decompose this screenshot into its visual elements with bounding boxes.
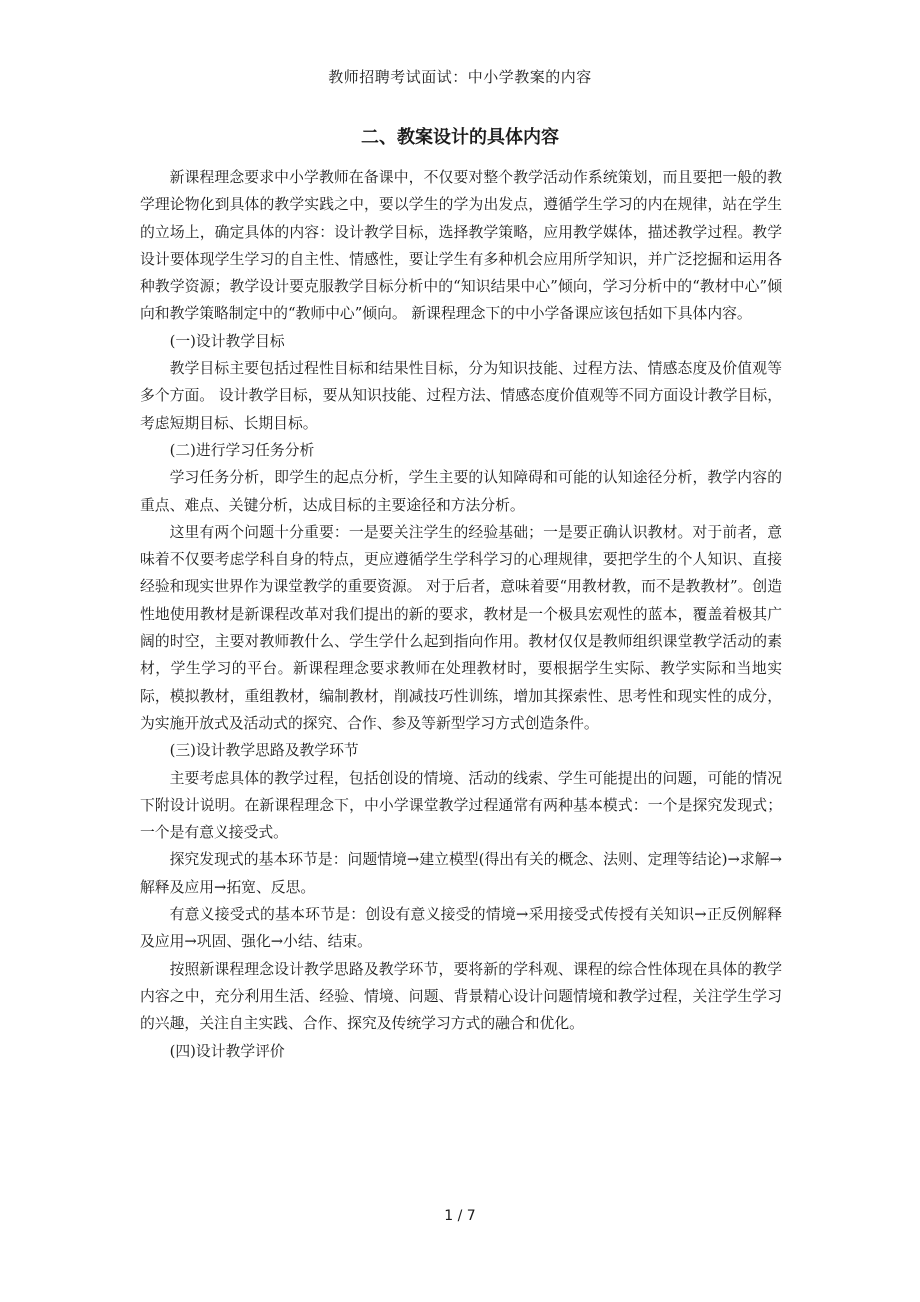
subheading-teaching-process: (三)设计教学思路及教学环节 <box>169 742 359 760</box>
paragraph-goals: 教学目标主要包括过程性目标和结果性目标，分为知识技能、过程方法、情感态度及价值观等多个方面。 设计教学目标，要从知识技能、过程方法、情感态度价值观等不同方面设计教学目标，考虑短期目标、长期目标。 <box>140 360 782 432</box>
paragraph-two-issues: 这里有两个问题十分重要：一是要关注学生的经验基础；一是要正确认识教材。对于前者，意味着不仅要考虑学科自身的特点，更应遵循学生学科学习的心理规律，要把学生的个人知识、直接经验和现实世界作为课堂教学的重要资源。 对于后者，意味着要“用教材教，而不是教教材”。创造性地使用教材是新课程改革对我们提出的新的要求，教材是一个极具宏观性的蓝本，覆盖着极其广阔的时空，主要对教师教什么、学生学什么起到指向作用。教材仅仅是教师组织课堂教学活动的素材，学生学习的平台。新课程理念要求教师在处理教材时，要根据学生实际、教学实际和当地实际，模拟教材，重组教材，编制教材，削减技巧性训练，增加其探索性、思考性和现实性的成分，为实施开放式及活动式的探究、合作、参及等新型学习方式创造条件。 <box>140 523 782 732</box>
page-header: 教师招聘考试面试：中小学教案的内容 <box>328 68 592 86</box>
section-title: 二、教案设计的具体内容 <box>361 127 559 148</box>
paragraph-reception-mode: 有意义接受式的基本环节是：创设有意义接受的情境→采用接受式传授有关知识→正反例解释及应用→巩固、强化→小结、结束。 <box>140 906 782 951</box>
paragraph-inquiry-mode: 探究发现式的基本环节是：问题情境→建立模型(得出有关的概念、法则、定理等结论)→求解→解释及应用→拓宽、反思。 <box>140 851 782 896</box>
subheading-teaching-goals: (一)设计教学目标 <box>169 332 285 350</box>
paragraph-intro: 新课程理念要求中小学教师在备课中，不仅要对整个教学活动作系统策划，而且要把一般的教学理论物化到具体的教学实践之中，要以学生的学为出发点，遵循学生学习的内在规律，站在学生的立场上，确定具体的内容：设计教学目标，选择教学策略，应用教学媒体，描述教学过程。教学设计要体现学生学习的自主性、情感性，要让学生有多种机会应用所学知识，并广泛挖掘和运用各种教学资源；教学设计要克服教学目标分析中的“知识结果中心”倾向，学习分析中的“教材中心”倾向和教学策略制定中的“教师中心”倾向。 新课程理念下的中小学备课应该包括如下具体内容。 <box>140 169 782 323</box>
paragraph-process: 主要考虑具体的教学过程，包括创设的情境、活动的线索、学生可能提出的问题，可能的情况下附设计说明。在新课程理念下，中小学课堂教学过程通常有两种基本模式：一个是探究发现式；一个是有意义接受式。 <box>140 769 782 842</box>
subheading-task-analysis: (二)进行学习任务分析 <box>169 441 315 459</box>
paragraph-task-analysis: 学习任务分析，即学生的起点分析，学生主要的认知障碍和可能的认知途径分析，教学内容的重点、难点、关键分析，达成目标的主要途径和方法分析。 <box>140 469 782 514</box>
document-body <box>140 164 782 1065</box>
page-number: 1 / 7 <box>444 1208 476 1224</box>
subheading-evaluation: (四)设计教学评价 <box>169 1042 285 1060</box>
paragraph-design-principles: 按照新课程理念设计教学思路及教学环节，要将新的学科观、课程的综合性体现在具体的教学内容之中，充分利用生活、经验、情境、问题、背景精心设计问题情境和教学过程，关注学生学习的兴趣，关注自主实践、合作、探究及传统学习方式的融合和优化。 <box>140 960 782 1033</box>
